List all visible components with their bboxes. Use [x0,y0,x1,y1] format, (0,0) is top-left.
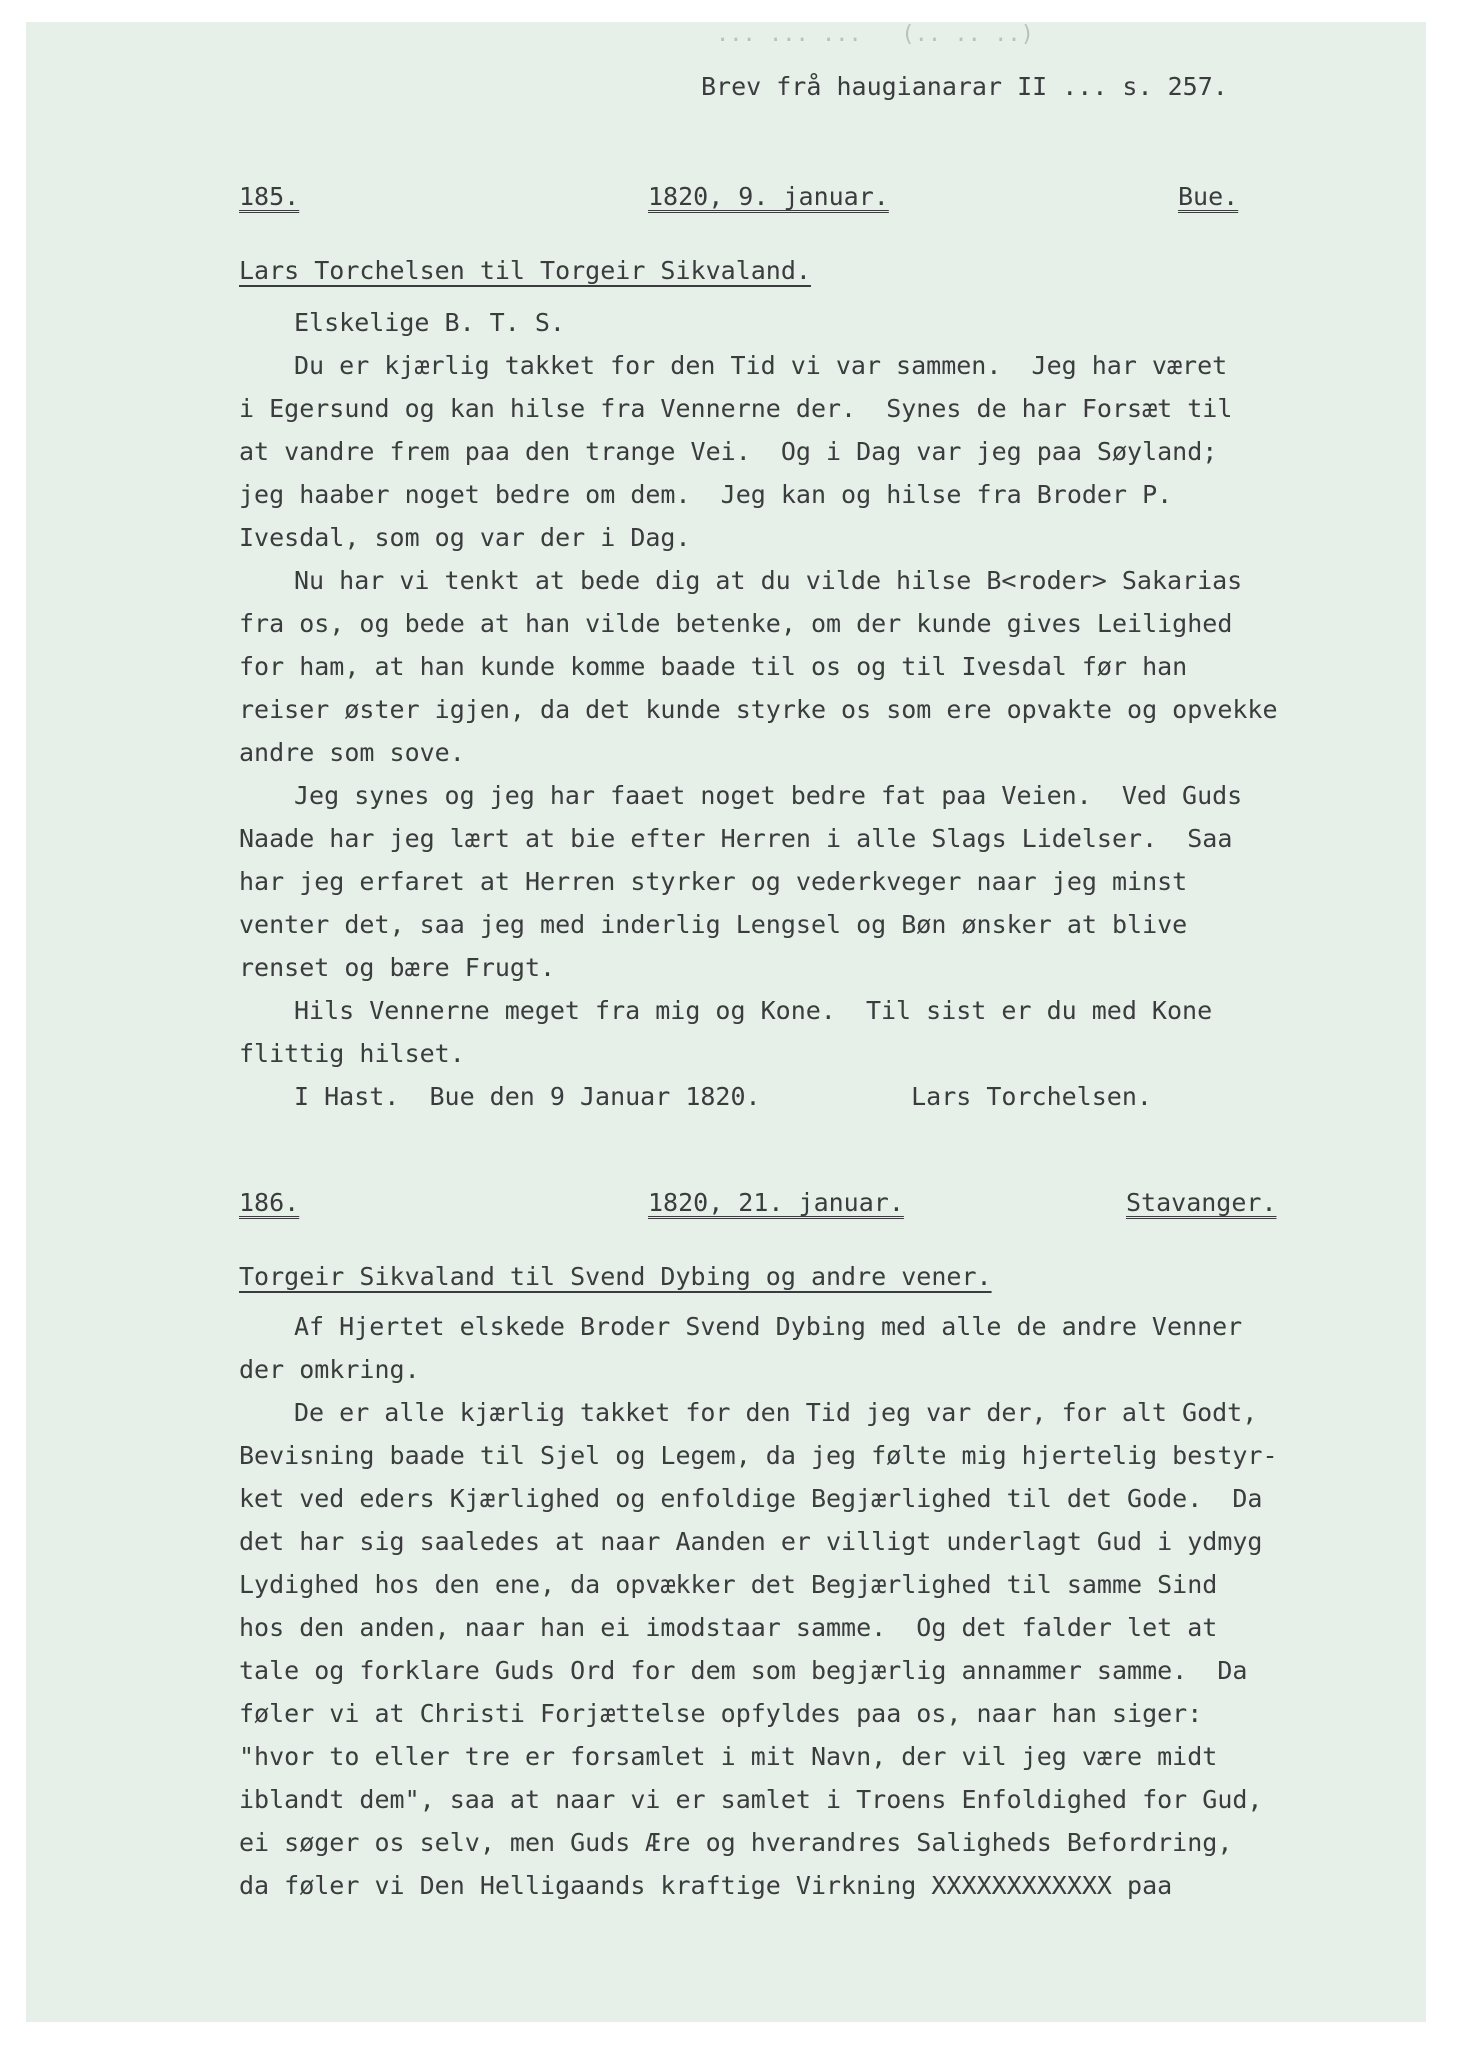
text-line: Bevisning baade til Sjel og Legem, da jeg følte mig hjertelig bestyr- [239,1441,1278,1470]
text-line: iblandt dem", saa at naar vi er samlet i Troens Enfoldighed for Gud, [239,1785,1263,1814]
letter-date: 1820, 21. januar. [648,1188,904,1217]
text-line: andre som sove. [239,738,465,767]
text-line: har jeg erfaret at Herren styrker og vederkveger naar jeg minst [239,867,1188,896]
text-line: Lydighed hos den ene, da opvækker det Begjærlighed til samme Sind [239,1570,1218,1599]
text-line: da føler vi Den Helligaands kraftige Virkning XXXXXXXXXXXX paa [239,1871,1173,1900]
text-line: det har sig saaledes at naar Aanden er villigt underlagt Gud i ydmyg [239,1527,1263,1556]
text-line: renset og bære Frugt. [239,953,556,982]
source-reference: Brev frå haugianarar II ... s. 257. [701,72,1228,101]
text-line: hos den anden, naar han ei imodstaar samme. Og det falder let at [239,1613,1218,1642]
letter-place: Bue. [1178,182,1239,211]
text-line: "hvor to eller tre er forsamlet i mit Navn, der vil jeg være midt [239,1742,1218,1771]
letter-body [239,1305,1278,1907]
text-line: ket ved eders Kjærlighed og enfoldige Begjærlighed til det Gode. Da [239,1484,1263,1513]
text-line: Naade har jeg lært at bie efter Herren i alle Slags Lidelser. Saa [239,824,1233,853]
text-line: reiser øster igjen, da det kunde styrke os som ere opvakte og opvekke [239,695,1278,724]
letter-title: Torgeir Sikvaland til Svend Dybing og andre vener. [239,1262,992,1291]
text-line: venter det, saa jeg med inderlig Lengsel og Bøn ønsker at blive [239,910,1188,939]
text-line: Af Hjertet elskede Broder Svend Dybing med alle de andre Venner [294,1312,1243,1341]
letter-number: 185. [239,182,300,211]
document-page [26,22,1426,2022]
text-line: fra os, og bede at han vilde betenke, om der kunde gives Leilighed [239,609,1233,638]
text-line: Jeg synes og jeg har faaet noget bedre fat paa Veien. Ved Guds [294,781,1243,810]
text-line: Ivesdal, som og var der i Dag. [239,523,691,552]
letter-number: 186. [239,1188,300,1217]
letter-body [239,301,1278,1118]
text-line: føler vi at Christi Forjættelse opfyldes paa os, naar han siger: [239,1699,1203,1728]
text-line: for ham, at han kunde komme baade til os og til Ivesdal før han [239,652,1188,681]
faint-archive-stamp: ... ... ... (.. .. ..) [716,22,1034,47]
text-line: der omkring. [239,1355,420,1384]
text-line: i Egersund og kan hilse fra Vennerne der. Synes de har Forsæt til [239,394,1233,423]
text-line: jeg haaber noget bedre om dem. Jeg kan og hilse fra Broder P. [239,480,1173,509]
closing-line: I Hast. Bue den 9 Januar 1820. Lars Torchelsen. [294,1082,1152,1111]
letter-date: 1820, 9. januar. [648,182,889,211]
text-line: ei søger os selv, men Guds Ære og hverandres Saligheds Befordring, [239,1828,1233,1857]
text-line: Elskelige B. T. S. [294,308,565,337]
letter-place: Stavanger. [1126,1188,1277,1217]
text-line: De er alle kjærlig takket for den Tid jeg var der, for alt Godt, [294,1398,1258,1427]
text-line: flittig hilset. [239,1039,465,1068]
text-line: Hils Vennerne meget fra mig og Kone. Til sist er du med Kone [294,996,1213,1025]
letter-title: Lars Torchelsen til Torgeir Sikvaland. [239,256,811,285]
text-line: Du er kjærlig takket for den Tid vi var sammen. Jeg har været [294,351,1228,380]
text-line: tale og forklare Guds Ord for dem som begjærlig annammer samme. Da [239,1656,1248,1685]
text-line: Nu har vi tenkt at bede dig at du vilde hilse B<roder> Sakarias [294,566,1243,595]
text-line: at vandre frem paa den trange Vei. Og i Dag var jeg paa Søyland; [239,437,1218,466]
